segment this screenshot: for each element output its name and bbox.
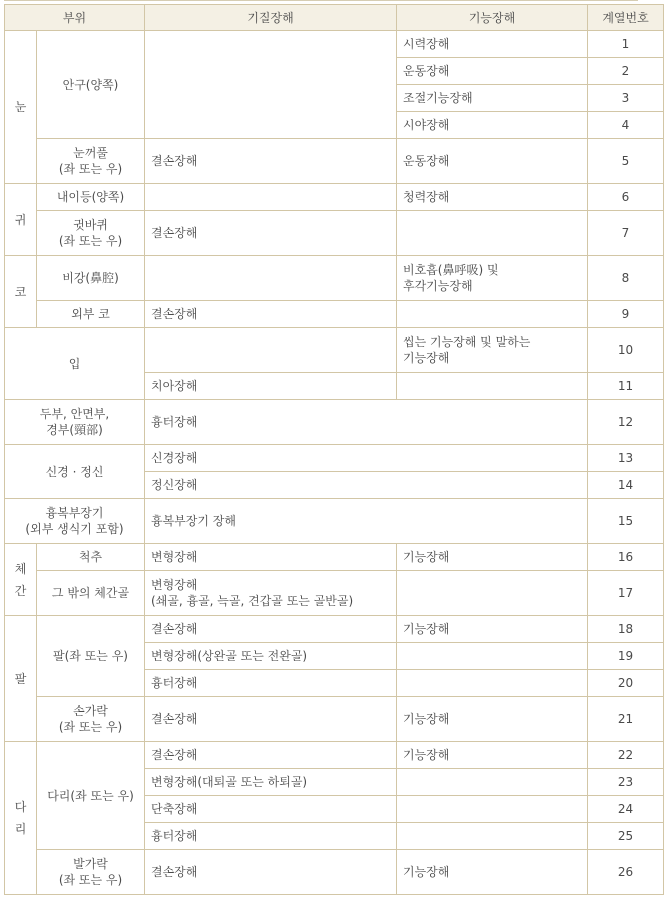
table-row [5, 211, 664, 256]
outer-nose-label: 외부 코 [37, 301, 145, 328]
table-row [5, 256, 664, 301]
series-number: 6 [588, 184, 664, 211]
functional-cell: 청력장해 [397, 184, 588, 211]
functional-cell: 시력장해 [397, 31, 588, 58]
series-number: 14 [588, 472, 664, 499]
inner-ear-label: 내이등(양쪽) [37, 184, 145, 211]
functional-cell [397, 643, 588, 670]
functional-cell: 운동장해 [397, 58, 588, 85]
series-number: 7 [588, 211, 664, 256]
series-number: 9 [588, 301, 664, 328]
series-number: 21 [588, 697, 664, 742]
physical-cell: 결손장해 [145, 742, 397, 769]
header-row [5, 5, 664, 31]
header-series-no: 계열번호 [588, 5, 664, 31]
table-row [5, 850, 664, 895]
physical-cell: 신경장해 [145, 445, 588, 472]
table-row [5, 184, 664, 211]
physical-cell: 변형장해 [145, 544, 397, 571]
series-number: 22 [588, 742, 664, 769]
finger-label: 손가락 (좌 또는 우) [37, 697, 145, 742]
table-row [5, 445, 664, 472]
table-row [5, 31, 664, 58]
functional-cell: 시야장해 [397, 112, 588, 139]
physical-cell: 변형장해(상완골 또는 전완골) [145, 643, 397, 670]
physical-cell: 흉터장해 [145, 670, 397, 697]
disability-grade-table [4, 4, 664, 895]
series-number: 13 [588, 445, 664, 472]
functional-cell: 기능장해 [397, 850, 588, 895]
functional-cell: 기능장해 [397, 544, 588, 571]
series-number: 17 [588, 571, 664, 616]
physical-cell: 결손장해 [145, 139, 397, 184]
physical-cell: 변형장해 (쇄골, 흉골, 늑골, 견갑골 또는 골반골) [145, 571, 397, 616]
functional-cell: 기능장해 [397, 742, 588, 769]
leg-label: 다리(좌 또는 우) [37, 742, 145, 850]
series-number: 11 [588, 373, 664, 400]
physical-cell: 결손장해 [145, 301, 397, 328]
table-row [5, 697, 664, 742]
category-ear: 귀 [5, 184, 37, 256]
table-row [5, 544, 664, 571]
physical-cell: 결손장해 [145, 616, 397, 643]
category-arm: 팔 [5, 616, 37, 742]
physical-cell [145, 184, 397, 211]
physical-cell [145, 256, 397, 301]
functional-cell: 운동장해 [397, 139, 588, 184]
series-number: 19 [588, 643, 664, 670]
functional-cell [397, 796, 588, 823]
abdomen-label: 흉복부장기 (외부 생식기 포함) [5, 499, 145, 544]
physical-cell: 결손장해 [145, 850, 397, 895]
series-number: 26 [588, 850, 664, 895]
other-trunk-bone-label: 그 밖의 체간골 [37, 571, 145, 616]
functional-cell: 기능장해 [397, 616, 588, 643]
functional-cell [397, 670, 588, 697]
series-number: 16 [588, 544, 664, 571]
category-nose: 코 [5, 256, 37, 328]
series-number: 3 [588, 85, 664, 112]
arm-label: 팔(좌 또는 우) [37, 616, 145, 697]
head-label: 두부, 안면부, 경부(頸部) [5, 400, 145, 445]
pinna-label: 귓바퀴 (좌 또는 우) [37, 211, 145, 256]
functional-cell [397, 769, 588, 796]
header-functional: 기능장해 [397, 5, 588, 31]
series-number: 23 [588, 769, 664, 796]
nerve-label: 신경 · 정신 [5, 445, 145, 499]
series-number: 24 [588, 796, 664, 823]
table-row [5, 571, 664, 616]
physical-cell: 결손장해 [145, 697, 397, 742]
functional-cell: 비호흡(鼻呼吸) 및 후각기능장해 [397, 256, 588, 301]
series-number: 25 [588, 823, 664, 850]
functional-cell [397, 373, 588, 400]
functional-cell [397, 571, 588, 616]
functional-cell [397, 823, 588, 850]
category-trunk: 체간 [5, 544, 37, 616]
eyeball-label: 안구(양쪽) [37, 31, 145, 139]
series-number: 20 [588, 670, 664, 697]
physical-cell: 정신장해 [145, 472, 588, 499]
table-row [5, 400, 664, 445]
functional-cell [397, 211, 588, 256]
functional-cell: 조절기능장해 [397, 85, 588, 112]
category-leg: 다리 [5, 742, 37, 895]
physical-cell: 흉터장해 [145, 823, 397, 850]
physical-cell: 치아장해 [145, 373, 397, 400]
eyelid-label: 눈꺼풀 (좌 또는 우) [37, 139, 145, 184]
header-physical: 기질장해 [145, 5, 397, 31]
table-row [5, 499, 664, 544]
mouth-label: 입 [5, 328, 145, 400]
toe-label: 발가락 (좌 또는 우) [37, 850, 145, 895]
eyeball-physical-cell [145, 31, 397, 139]
series-number: 8 [588, 256, 664, 301]
series-number: 18 [588, 616, 664, 643]
series-number: 1 [588, 31, 664, 58]
series-number: 10 [588, 328, 664, 373]
series-number: 5 [588, 139, 664, 184]
spine-label: 척추 [37, 544, 145, 571]
table-row [5, 139, 664, 184]
functional-cell [397, 301, 588, 328]
functional-cell: 씹는 기능장해 및 말하는 기능장해 [397, 328, 588, 373]
series-number: 4 [588, 112, 664, 139]
table-row [5, 616, 664, 643]
nasal-cavity-label: 비강(鼻腔) [37, 256, 145, 301]
header-part: 부위 [5, 5, 145, 31]
table-row [5, 301, 664, 328]
physical-cell: 흉복부장기 장해 [145, 499, 588, 544]
physical-cell: 변형장해(대퇴골 또는 하퇴골) [145, 769, 397, 796]
physical-cell: 단축장해 [145, 796, 397, 823]
physical-cell: 흉터장해 [145, 400, 588, 445]
functional-cell: 기능장해 [397, 697, 588, 742]
category-eye: 눈 [5, 31, 37, 184]
series-number: 15 [588, 499, 664, 544]
table-row [5, 742, 664, 769]
series-number: 12 [588, 400, 664, 445]
table-row [5, 328, 664, 373]
physical-cell: 결손장해 [145, 211, 397, 256]
series-number: 2 [588, 58, 664, 85]
physical-cell [145, 328, 397, 373]
